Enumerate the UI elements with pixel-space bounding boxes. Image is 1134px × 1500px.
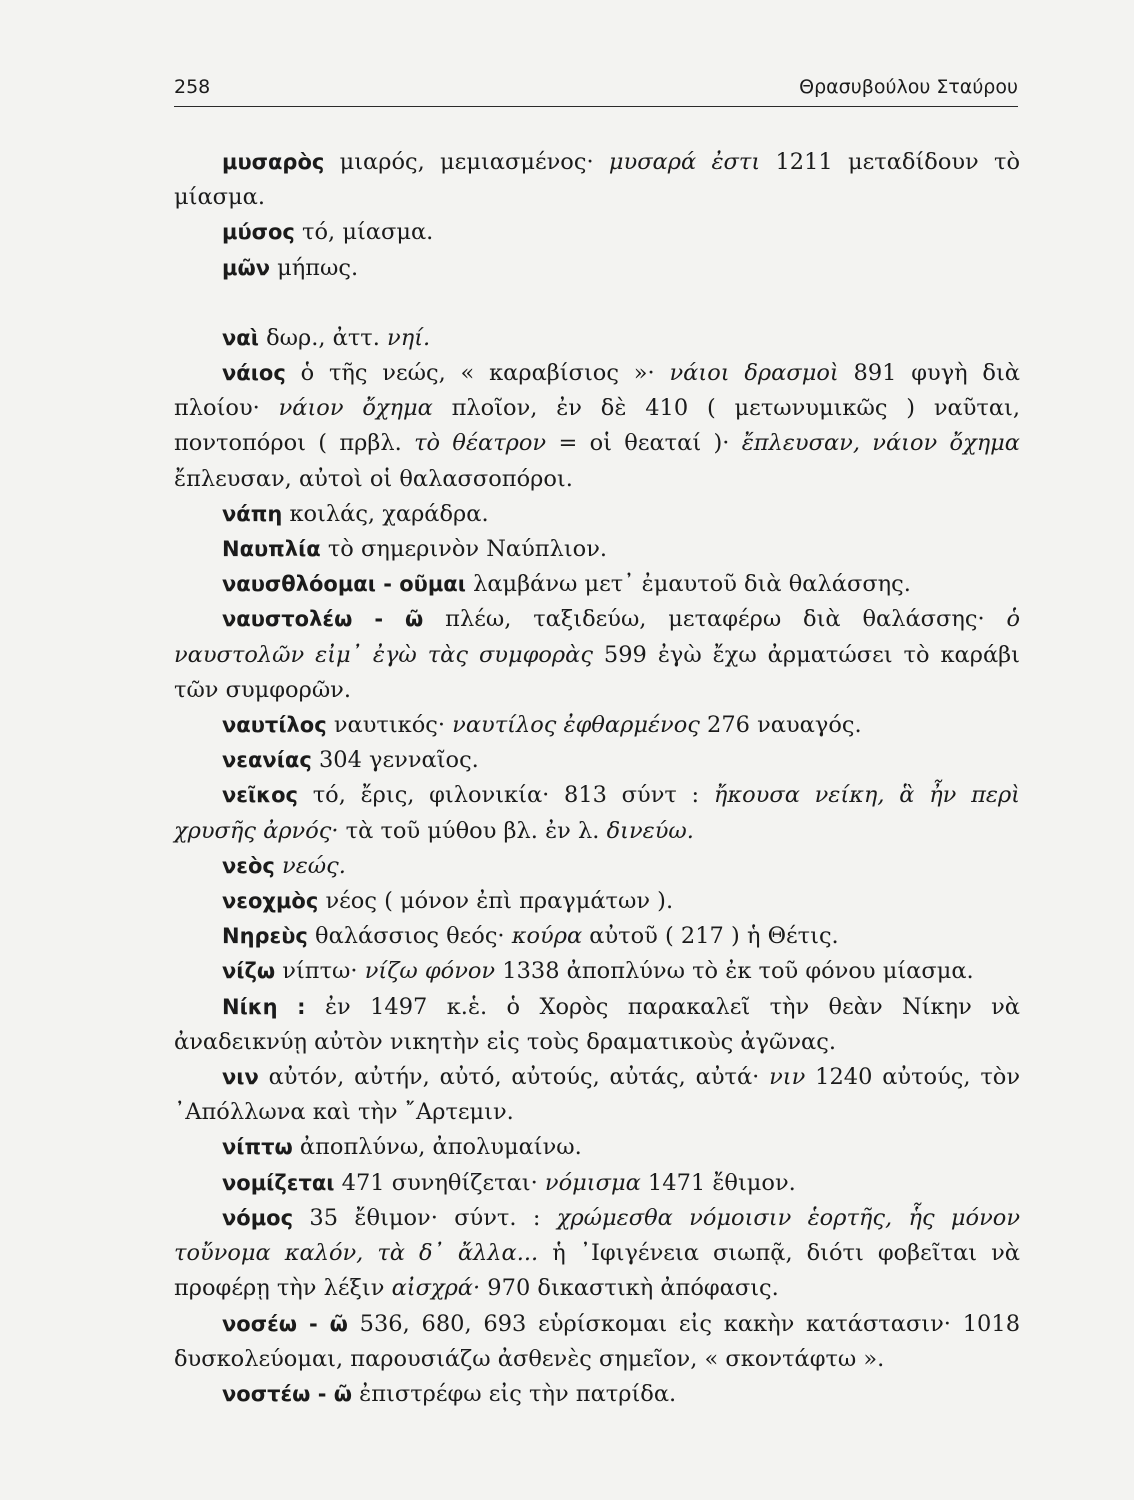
glossary-entry: νεανίας 304 γενναῖος. (222, 747, 479, 774)
headword: μυσαρὸς (222, 150, 325, 174)
glossary-entry: ναυστολέω - ῶ πλέω, ταξιδεύω, μεταφέρω διὰ θαλάσσης· ὁ ναυστολῶν εἰμ᾽ ἐγὼ τὰς συμφορὰς 599 ἐγὼ ἔχω ἀρματώσει τὸ καράβι τῶν συμφορῶν. (174, 606, 1020, 703)
glossary-entry: νίζω νίπτω· νίζω φόνον 1338 ἀποπλύνω τὸ ἐκ τοῦ φόνου μίασμα. (222, 958, 974, 985)
headword: Ναυπλία (222, 537, 321, 562)
running-head: Θρασυβούλου Σταύρου (799, 76, 1018, 98)
glossary-entries (174, 145, 1020, 1412)
headword: ναυτίλος (222, 713, 327, 738)
headword: νιν (222, 1065, 259, 1090)
headword: νομίζεται (222, 1170, 335, 1195)
page-header (174, 76, 1018, 107)
glossary-entry: Ναυπλία τὸ σημερινὸν Ναύπλιον. (222, 536, 608, 563)
glossary-entry: νόμος 35 ἔθιμον· σύντ. : χρώμεσθα νόμοισιν ἑορτῆς, ἧς μόνον τοὔνομα καλόν, τὰ δ᾽ ἄλλα... ἡ ᾽Ιφιγένεια σιωπᾷ, διότι φοβεῖται νὰ προφέρῃ τὴν λέξιν αἰσχρά· 970 δικαστικὴ ἀπόφασις. (174, 1204, 1020, 1302)
glossary-entry: ναυσθλόομαι - οῦμαι λαμβάνω μετ᾽ ἐμαυτοῦ διὰ θαλάσσης. (222, 571, 911, 598)
headword: νεῖκος (222, 783, 298, 808)
headword: μύσος (222, 220, 295, 245)
glossary-entry: νάιος ὁ τῆς νεώς, « καραβίσιος »· νάιοι δρασμοὶ 891 φυγὴ διὰ πλοίου· νάιον ὄχημα πλοῖον, ἐν δὲ 410 ( μετωνυμικῶς ) ναῦται, ποντοπόροι ( πρβλ. τὸ θέατρον = οἱ θεαταί )· ἔπλευσαν, νάιον ὄχημα ἔπλευσαν, αὐτοὶ οἱ θαλασσοπόροι. (174, 360, 1020, 492)
glossary-entry: νεοχμὸς νέος ( μόνον ἐπὶ πραγμάτων ). (222, 888, 674, 915)
glossary-entry: νεὸς νεώς. (222, 852, 346, 879)
glossary-entry: μύσος τό, μίασμα. (222, 219, 434, 246)
glossary-entry: ναὶ δωρ., ἀττ. νηί. (222, 324, 431, 351)
glossary-entry: μῶν μήπως. (222, 254, 359, 281)
glossary-entry: νοστέω - ῶ ἐπιστρέφω εἰς τὴν πατρίδα. (222, 1380, 677, 1407)
headword: νάιος (222, 361, 286, 386)
glossary-entry: νιν αὐτόν, αὐτήν, αὐτό, αὐτούς, αὐτάς, αὐτά· νιν 1240 αὐτούς, τὸν ᾽Απόλλωνα καὶ τὴν ῎Αρτεμιν. (174, 1064, 1021, 1126)
glossary-entry: Νίκη : ἐν 1497 κ.ἑ. ὁ Χορὸς παρακαλεῖ τὴν θεὰν Νίκην νὰ ἀναδεικνύῃ αὐτὸν νικητὴν εἰς τοὺς δραματικοὺς ἀγῶνας. (174, 993, 1020, 1055)
headword: Νίκη : (222, 994, 306, 1019)
headword: μῶν (222, 255, 271, 280)
headword: ναυστολέω - ῶ (222, 607, 424, 632)
headword: νεοχμὸς (222, 889, 319, 914)
headword: νεανίας (222, 748, 312, 773)
glossary-entry: ναυτίλος ναυτικός· ναυτίλος ἐφθαρμένος 276 ναυαγός. (222, 712, 862, 739)
page-number: 258 (174, 76, 211, 98)
headword: Νηρεὺς (222, 924, 308, 949)
headword: νίπτω (222, 1135, 293, 1160)
glossary-entry: νίπτω ἀποπλύνω, ἀπολυμαίνω. (222, 1134, 582, 1161)
glossary-entry: νεῖκος τό, ἔρις, φιλονικία· 813 σύντ : ἤκουσα νείκη, ἃ ἦν περὶ χρυσῆς ἀρνός· τὰ τοῦ μύθου βλ. ἐν λ. δινεύω. (174, 782, 1020, 844)
glossary-entry: νάπη κοιλάς, χαράδρα. (222, 500, 489, 527)
headword: ναὶ (222, 325, 259, 350)
headword: νάπη (222, 501, 283, 526)
headword: νοστέω - ῶ (222, 1381, 353, 1406)
headword: νεὸς (222, 853, 275, 878)
headword: νόμος (222, 1205, 294, 1230)
glossary-entry: Νηρεὺς θαλάσσιος θεός· κούρα αὐτοῦ ( 217 ) ἡ Θέτις. (222, 923, 839, 950)
headword: ναυσθλόομαι - οῦμαι (222, 572, 466, 597)
headword: νίζω (222, 959, 276, 984)
headword: νοσέω - ῶ (222, 1311, 348, 1336)
glossary-entry: νοσέω - ῶ 536, 680, 693 εὑρίσκομαι εἰς κακὴν κατάστασιν· 1018 δυσκολεύομαι, παρουσιάζω ἀσθενὲς σημεῖον, « σκοντάφτω ». (174, 1310, 1021, 1372)
glossary-entry: νομίζεται 471 συνηθίζεται· νόμισμα 1471 ἔθιμον. (222, 1169, 796, 1196)
glossary-entry: μυσαρὸς μιαρός, μεμιασμένος· μυσαρά ἐστι 1211 μεταδίδουν τὸ μίασμα. (174, 149, 1020, 211)
